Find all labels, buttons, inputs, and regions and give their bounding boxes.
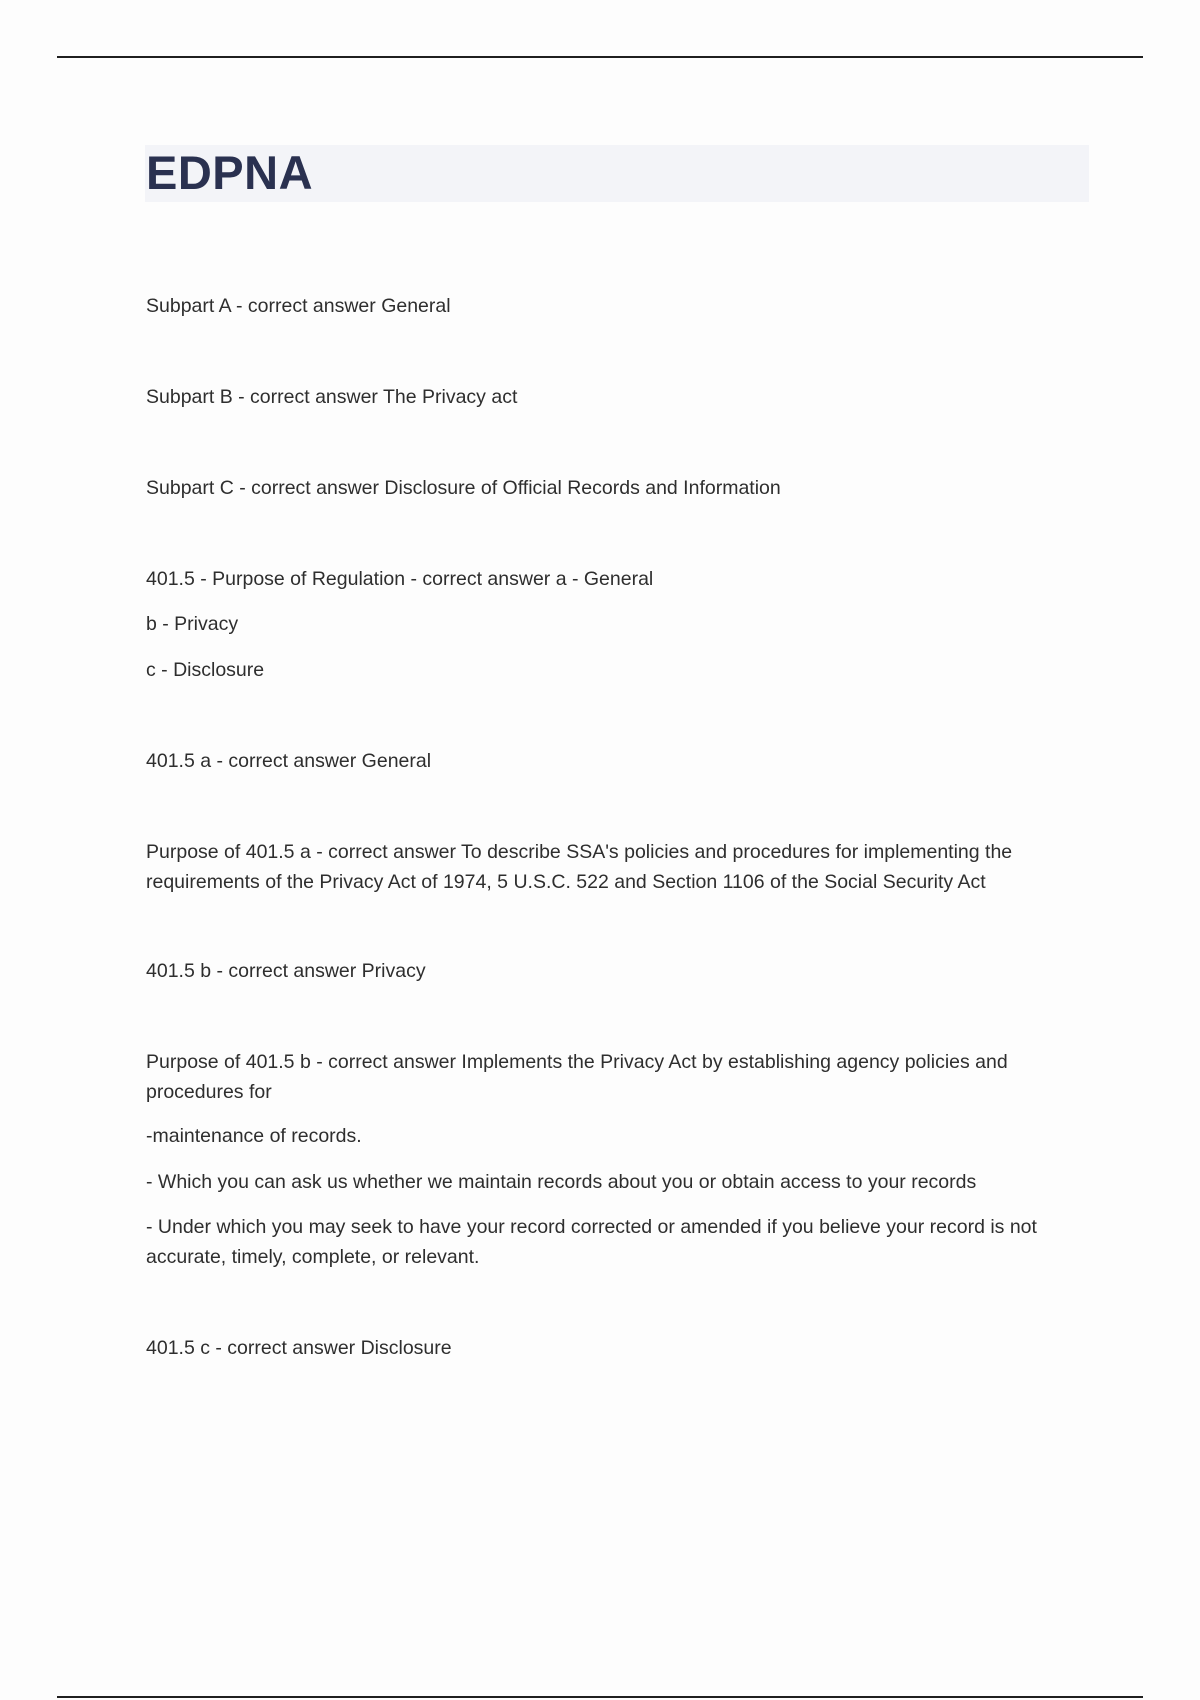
bottom-rule bbox=[57, 1696, 1143, 1698]
entry-401-5-b-privacy: b - Privacy bbox=[146, 613, 239, 635]
entry-purpose-401-5-b: Purpose of 401.5 b - correct answer Implements the Privacy Act by establishing agency policies and procedures for bbox=[146, 1051, 1008, 1103]
entry-subpart-b: Subpart B - correct answer The Privacy act bbox=[146, 386, 518, 408]
entry-maintenance-of-records: -maintenance of records. bbox=[146, 1125, 362, 1147]
entry-subpart-a: Subpart A - correct answer General bbox=[146, 295, 451, 317]
entry-401-5-b: 401.5 b - correct answer Privacy bbox=[146, 960, 426, 982]
entry-record-correction: - Under which you may seek to have your record corrected or amended if you believe your record is not accurate, timely, complete, or relevant. bbox=[146, 1216, 1037, 1268]
entry-401-5-a: 401.5 a - correct answer General bbox=[146, 750, 432, 772]
entry-ask-about-records: - Which you can ask us whether we maintain records about you or obtain access to your records bbox=[146, 1171, 977, 1193]
entry-purpose-401-5-a: Purpose of 401.5 a - correct answer To describe SSA's policies and procedures for implementing the requirements of the Privacy Act of 1974, 5 U.S.C. 522 and Section 1106 of the Social Security Act bbox=[146, 841, 1013, 893]
top-rule bbox=[57, 56, 1143, 58]
document-title: EDPNA bbox=[146, 146, 314, 199]
entry-subpart-c: Subpart C - correct answer Disclosure of Official Records and Information bbox=[146, 477, 781, 499]
entry-401-5-c: 401.5 c - correct answer Disclosure bbox=[146, 1337, 452, 1359]
entry-401-5-c-disclosure: c - Disclosure bbox=[146, 659, 265, 681]
entry-401-5-purpose: 401.5 - Purpose of Regulation - correct answer a - General bbox=[146, 568, 654, 590]
